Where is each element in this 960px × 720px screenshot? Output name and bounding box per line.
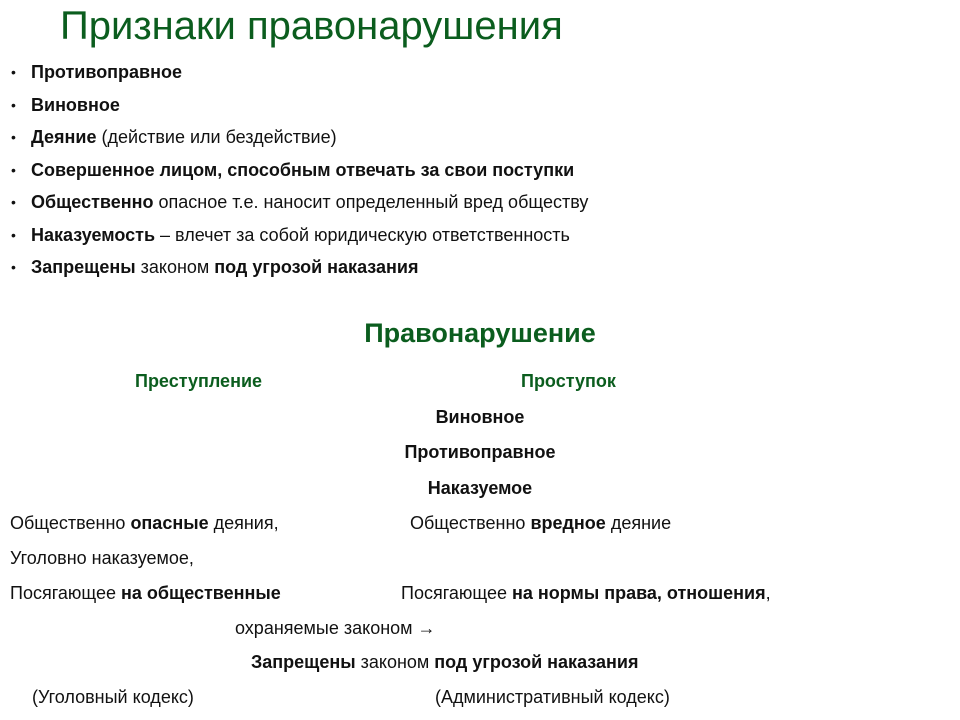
bullet-icon: • (11, 161, 16, 178)
crime-heading: Преступление (135, 371, 263, 391)
list-item: • Виновное (0, 91, 588, 124)
crime-danger-line: Общественно опасные деяния, (10, 513, 279, 533)
signs-list (0, 58, 588, 286)
bullet-icon: • (11, 194, 16, 210)
bullet-icon: • (11, 226, 16, 243)
bullet-icon: • (11, 259, 16, 275)
bullet-icon: • (11, 64, 16, 80)
crime-encroach-line: Посягающее на общественные (10, 583, 281, 603)
common-guilty: Виновное (435, 407, 525, 427)
list-item: • Запрещены законом под угрозой наказания (0, 253, 588, 286)
list-item: • Наказуемость – влечет за собой юридическую ответственность (0, 221, 588, 254)
list-item: • Противоправное (0, 58, 588, 91)
list-item: • Общественно опасное т.е. наносит определенный вред обществу (0, 188, 588, 221)
common-unlawful: Противоправное (404, 442, 556, 462)
common-punishable: Наказуемое (427, 478, 533, 498)
bullet-icon: • (11, 129, 16, 145)
slide-title: Признаки правонарушения (60, 4, 563, 48)
misdemeanor-encroach-line: Посягающее на нормы права, отношения, (401, 583, 771, 603)
list-item: • Деяние (действие или бездействие) (0, 123, 588, 156)
crime-criminal-line: Уголовно наказуемое, (10, 548, 194, 568)
list-item: • Совершенное лицом, способным отвечать за свои поступки (0, 156, 588, 189)
administrative-code-label: (Административный кодекс) (435, 687, 670, 707)
misdemeanor-heading: Проступок (521, 371, 616, 391)
forbidden-line: Запрещены законом под угрозой наказания (251, 652, 639, 672)
misdemeanor-harm-line: Общественно вредное деяние (410, 513, 672, 533)
protected-by-law-line: охраняемые законом → (235, 618, 436, 638)
section-title: Правонарушение (364, 318, 596, 348)
criminal-code-label: (Уголовный кодекс) (32, 687, 194, 707)
bullet-icon: • (11, 96, 16, 113)
